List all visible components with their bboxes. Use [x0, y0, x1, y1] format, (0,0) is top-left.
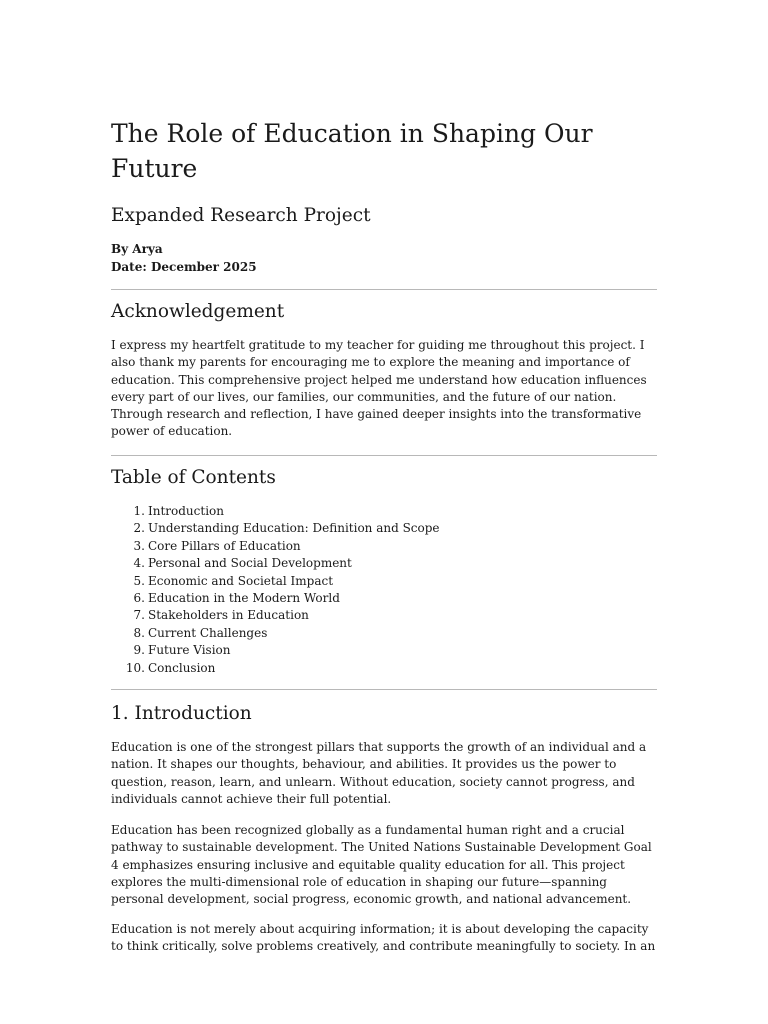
toc-item-label: Education in the Modern World — [148, 591, 340, 606]
toc-item[interactable] — [111, 590, 440, 607]
toc-item-label: Future Vision — [148, 643, 231, 658]
toc-item-number: 7. — [133, 608, 145, 623]
toc-item[interactable] — [111, 607, 440, 624]
toc-item[interactable] — [111, 520, 440, 537]
toc-item-label: Conclusion — [148, 660, 216, 675]
introduction-paragraph: Education is one of the strongest pillars that supports the growth of an individual and a nation. It shapes our thoughts, behaviour, and abilities. It provides us the power to question, reason, learn, and unlearn. Without education, society cannot progress, and individuals cannot achieve their full potential. — [111, 740, 647, 806]
toc-item[interactable] — [111, 660, 440, 677]
toc-item-number: 6. — [133, 591, 145, 606]
toc-item-number: 5. — [133, 573, 145, 588]
toc-item-label: Core Pillars of Education — [148, 538, 301, 553]
toc-heading: Table of Contents — [111, 467, 276, 488]
toc-item[interactable] — [111, 625, 440, 642]
toc-item-number: 4. — [133, 556, 145, 571]
acknowledgement-text: I express my heartfelt gratitude to my teacher for guiding me throughout this project. I also thank my parents for encouraging me to explore the meaning and importance of education. This comprehensive project helped me understand how education influences every part of our lives, our families, our communities, and the future of our nation. Through research and reflection, I have gained deeper insights into the transformative power of education. — [111, 338, 647, 439]
toc-item-number: 3. — [133, 538, 145, 553]
section-divider — [111, 689, 657, 690]
document-subtitle: Expanded Research Project — [111, 205, 371, 226]
toc-item[interactable] — [111, 538, 440, 555]
toc-item-number: 1. — [133, 504, 145, 518]
date-line: Date: December 2025 — [111, 260, 257, 274]
toc-item-number: 2. — [133, 521, 145, 536]
introduction-heading: 1. Introduction — [111, 703, 252, 724]
toc-item-number: 9. — [133, 643, 145, 658]
toc-item-label: Introduction — [148, 504, 224, 518]
document-title: The Role of Education in Shaping Our Future — [111, 119, 593, 183]
toc-item-label: Personal and Social Development — [148, 556, 352, 571]
toc-list — [111, 503, 440, 677]
toc-item[interactable] — [111, 642, 440, 659]
toc-item[interactable] — [111, 573, 440, 590]
toc-item-label: Current Challenges — [148, 625, 268, 640]
toc-item-label: Understanding Education: Definition and Scope — [148, 521, 440, 536]
toc-item[interactable] — [111, 555, 440, 572]
toc-item[interactable] — [111, 503, 440, 520]
toc-item-label: Stakeholders in Education — [148, 608, 309, 623]
toc-item-number: 8. — [133, 625, 145, 640]
introduction-paragraph: Education is not merely about acquiring information; it is about developing the capacity to think critically, solve problems creatively, and contribute meaningfully to society. In an — [111, 922, 656, 954]
toc-item-number: 10. — [125, 660, 145, 675]
author-line: By Arya — [111, 242, 163, 256]
acknowledgement-heading: Acknowledgement — [111, 301, 285, 322]
section-divider — [111, 455, 657, 456]
section-divider — [111, 289, 657, 290]
introduction-paragraph: Education has been recognized globally as a fundamental human right and a crucial pathway to sustainable development. The United Nations Sustainable Development Goal 4 emphasizes ensuring inclusive and equitable quality education for all. This project explores the multi-dimensional role of education in shaping our future—spanning personal development, social progress, economic growth, and national advancement. — [111, 823, 652, 907]
toc-item-label: Economic and Societal Impact — [148, 573, 334, 588]
